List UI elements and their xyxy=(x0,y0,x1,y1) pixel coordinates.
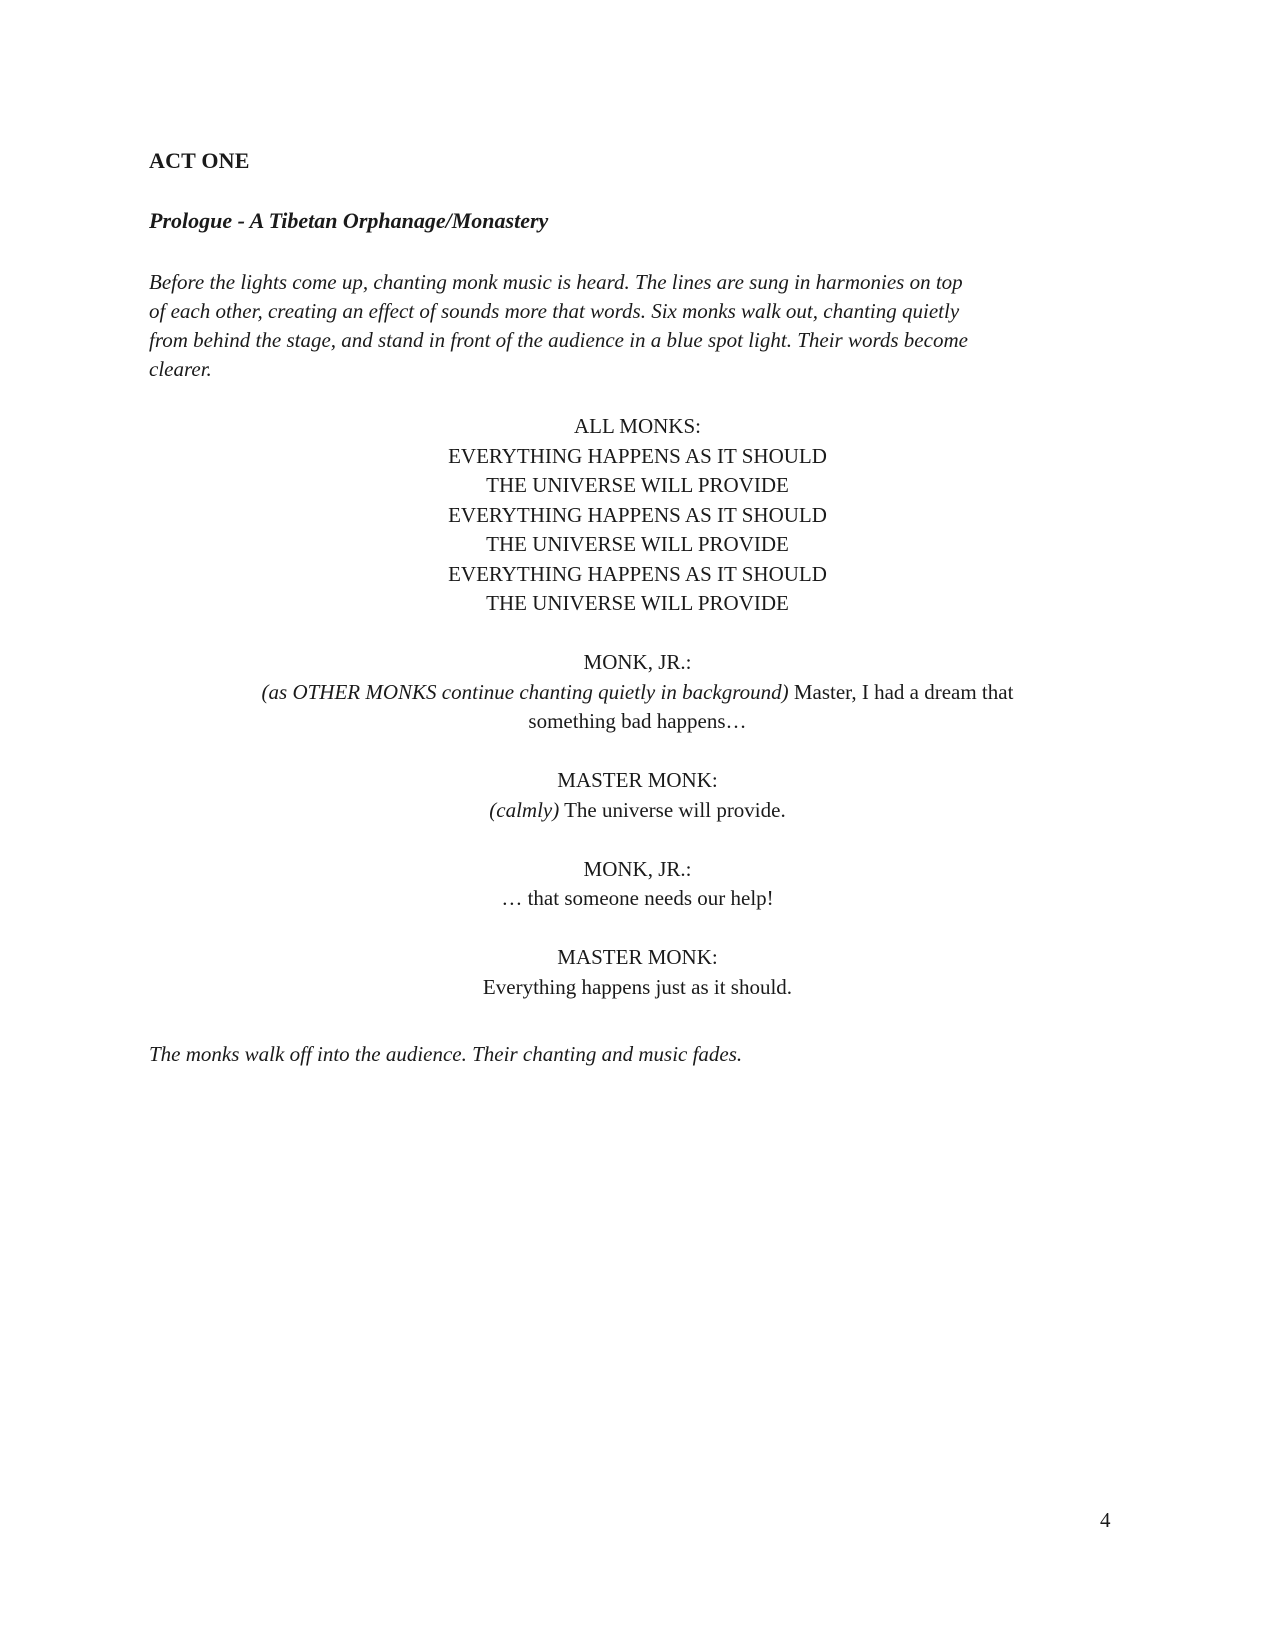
dialogue-line: Everything happens just as it should. xyxy=(482,974,793,999)
stage-direction-line: of each other, creating an effect of sounds more that words. Six monks walk out, chanting quietly xyxy=(149,299,960,323)
speaker-name: MASTER MONK: xyxy=(557,768,718,792)
dialogue-line xyxy=(149,796,1126,826)
stage-direction-line: Before the lights come up, chanting monk music is heard. The lines are sung in harmonies on top xyxy=(149,270,963,294)
act-title: ACT ONE xyxy=(149,148,250,173)
lyric-line: THE UNIVERSE WILL PROVIDE xyxy=(486,591,789,615)
speech-master-monk-2 xyxy=(149,943,1126,1002)
lyric-line: EVERYTHING HAPPENS AS IT SHOULD xyxy=(448,443,827,468)
speaker-name: MASTER MONK: xyxy=(557,945,718,969)
dialogue-line xyxy=(149,678,1126,708)
lyric-line: THE UNIVERSE WILL PROVIDE xyxy=(486,473,789,497)
dialogue-line: … that someone needs our help! xyxy=(501,886,774,910)
stage-direction-line: clearer. xyxy=(149,357,212,381)
parenthetical-direction: (calmly) xyxy=(489,797,560,822)
speech-all-monks xyxy=(149,412,1126,619)
lyric-line: THE UNIVERSE WILL PROVIDE xyxy=(486,532,789,556)
speaker-name: ALL MONKS: xyxy=(574,414,701,438)
speaker-name: MONK, JR.: xyxy=(583,650,692,674)
opening-stage-direction xyxy=(149,268,1149,384)
parenthetical-direction: (as OTHER MONKS continue chanting quietly in background) xyxy=(261,679,789,704)
closing-stage-direction: The monks walk off into the audience. Their chanting and music fades. xyxy=(149,1042,743,1066)
lyric-line: EVERYTHING HAPPENS AS IT SHOULD xyxy=(448,561,827,586)
page-number: 4 xyxy=(1100,1508,1111,1532)
dialogue-section xyxy=(149,412,1126,1032)
speech-monk-jr-2 xyxy=(149,855,1126,914)
dialogue-line: something bad happens… xyxy=(528,709,747,733)
speech-master-monk-1 xyxy=(149,766,1126,825)
speaker-name: MONK, JR.: xyxy=(583,856,692,881)
stage-direction-line: from behind the stage, and stand in front of the audience in a blue spot light. Their words become xyxy=(149,328,968,352)
lyric-line: EVERYTHING HAPPENS AS IT SHOULD xyxy=(448,502,827,527)
scene-title: Prologue - A Tibetan Orphanage/Monastery xyxy=(149,208,549,233)
dialogue-text: The universe will provide. xyxy=(559,797,786,822)
dialogue-text: Master, I had a dream that xyxy=(788,679,1014,704)
speech-monk-jr-1 xyxy=(149,648,1126,737)
